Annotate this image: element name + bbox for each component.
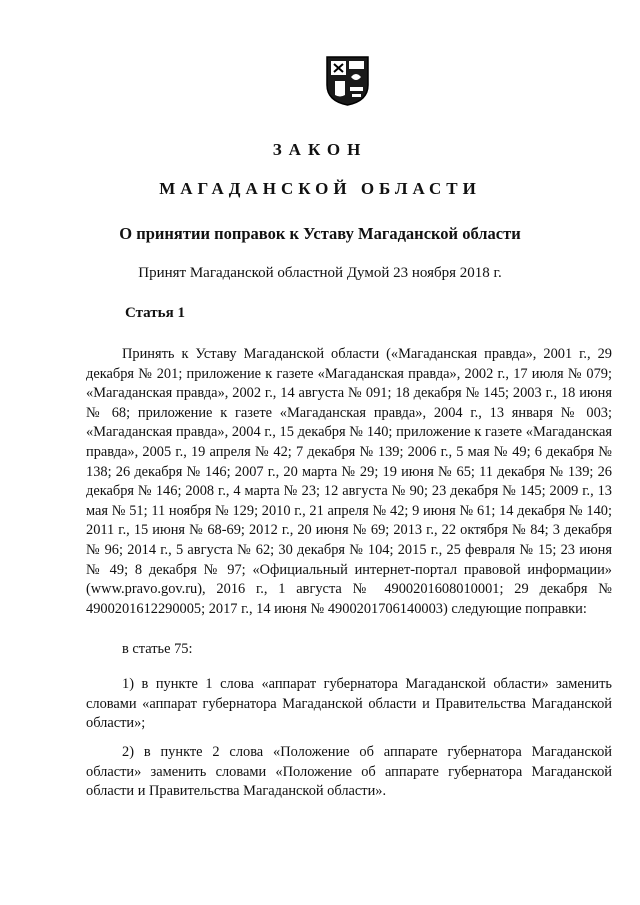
amendment-item-1: 1) в пункте 1 слова «аппарат губернатора Магаданской области» заменить словами «аппарат губернатора Магаданской области и Правительства Магаданской области»; xyxy=(86,676,612,732)
amendment-item-2: 2) в пункте 2 слова «Положение об аппарате губернатора Магаданской области» заменить словами «Положение об аппарате губернатора Магаданской области и Правительства Магаданской области». xyxy=(86,744,612,800)
article-1-paragraph: Принять к Уставу Магаданской области («Магаданская правда», 2001 г., 29 декабря № 201; приложение к газете «Магаданская правда», 2002 г., 17 июля № 079; «Магаданская правда», 2002 г., 14 августа № 091; 18 декабря № 145; 2003 г., 18 июня № 68; приложение к газете «Магаданская правда», 2004 г., 13 января № 003; «Магаданская правда», 2004 г., 15 декабря № 140; приложение к газете «Магаданская правда», 2005 г., 19 апреля № 42; 7 декабря № 139; 2006 г., 5 мая № 49; 6 декабря № 138; 26 декабря № 146; 2007 г., 20 марта № 29; 19 июня № 65; 11 декабря № 139; 26 декабря № 146; 2008 г., 4 марта № 23; 12 августа № 90; 23 декабря № 145; 2009 г., 13 мая № 51; 11 ноября № 129; 2010 г., 21 апреля № 42; 9 июня № 61; 14 декабря № 140; 2011 г., 15 июня № 68-69; 2012 г., 20 июня № 69; 2013 г., 22 октября № 84; 3 декабря № 96; 2014 г., 5 августа № 62; 30 декабря № 104; 2015 г., 25 февраля № 15; 23 июня № 49; 8 декабря № 97; «Официальный интернет-портал правовой информации» (www.pravo.gov.ru), 2016 г., 1 августа № 4900201608010001; 29 декабря № 4900201612290005; 2017 г., 14 июня № 4900201706140003) следующие поправки: xyxy=(86,346,612,617)
article-75-intro: в статье 75: xyxy=(122,641,193,657)
document-type-title: ЗАКОН xyxy=(272,140,368,159)
coat-of-arms-icon xyxy=(325,55,370,107)
region-title: МАГАДАНСКОЙ ОБЛАСТИ xyxy=(159,179,481,198)
law-subject-title: О принятии поправок к Уставу Магаданской области xyxy=(119,224,521,243)
adoption-line: Принят Магаданской областной Думой 23 ноября 2018 г. xyxy=(138,265,502,281)
article-heading: Статья 1 xyxy=(125,305,185,321)
